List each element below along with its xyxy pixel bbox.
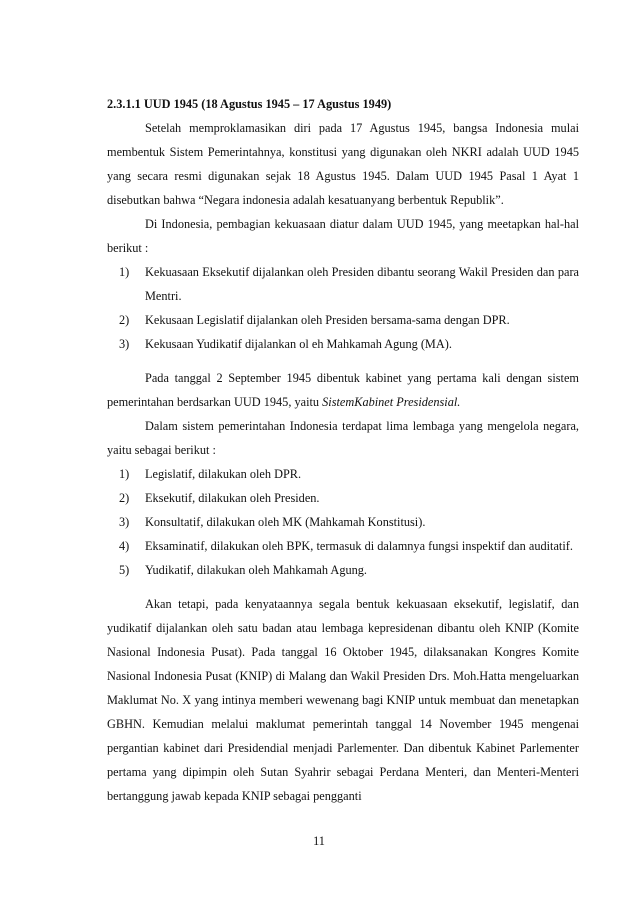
paragraph-first-cabinet-text: Pada tanggal 2 September 1945 dibentuk kabinet yang pertama kali dengan sistem pemerintahan berdsarkan UUD 1945, yaitu <box>107 371 579 409</box>
list-number: 2) <box>119 491 130 505</box>
list-number: 1) <box>119 467 130 481</box>
list-item <box>107 260 579 308</box>
paragraph-knip: Akan tetapi, pada kenyataannya segala bentuk kekuasaan eksekutif, legislatif, dan yudikatif dijalankan oleh satu badan atau lembaga kepresidenan dibantu oleh KNIP (Komite Nasional Indonesia Pusat). Pada tanggal 16 Oktober 1945, dilaksanakan Kongres Komite Nasional Indonesia Pusat (KNIP) di Malang dan Wakil Presiden Drs. Moh.Hatta mengeluarkan Maklumat No. X yang intinya memberi wewenang bagi KNIP untuk membuat dan menetapkan GBHN. Kemudian melalui maklumat pemerintah tanggal 14 November 1945 mengenai pergantian kabinet dari Presidendial menjadi Parlementer. Dan dibentuk Kabinet Parlementer pertama yang dipimpin oleh Sutan Syahrir sebagai Perdana Menteri, dan Menteri-Menteri bertanggung jawab kepada KNIP sebagai pengganti <box>107 597 579 803</box>
institutions-list <box>107 462 579 582</box>
presidential-cabinet-term: SistemKabinet Presidensial. <box>322 395 461 409</box>
list-item-text: Kekusaan Yudikatif dijalankan ol eh Mahkamah Agung (MA). <box>145 337 452 351</box>
page-number: 11 <box>313 834 325 848</box>
paragraph-first-cabinet <box>107 366 579 414</box>
list-item-text: Kekusaan Legislatif dijalankan oleh Presiden bersama-sama dengan DPR. <box>145 313 510 327</box>
list-item <box>107 486 579 510</box>
list-number: 5) <box>119 563 130 577</box>
list-number: 3) <box>119 515 130 529</box>
list-item <box>107 534 579 558</box>
list-number: 1) <box>119 265 130 279</box>
list-item <box>107 510 579 534</box>
list-item <box>107 462 579 486</box>
list-number: 3) <box>119 337 130 351</box>
list-item <box>107 558 579 582</box>
page-content <box>107 92 579 808</box>
list-item-text: Kekuasaan Eksekutif dijalankan oleh Presiden dibantu seorang Wakil Presiden dan para Mentri. <box>145 265 579 303</box>
power-division-list <box>107 260 579 356</box>
list-item-text: Eksekutif, dilakukan oleh Presiden. <box>145 491 320 505</box>
list-number: 4) <box>119 539 130 553</box>
list-number: 2) <box>119 313 130 327</box>
list-item-text: Legislatif, dilakukan oleh DPR. <box>145 467 302 481</box>
paragraph-five-institutions: Dalam sistem pemerintahan Indonesia terdapat lima lembaga yang mengelola negara, yaitu sebagai berikut : <box>107 419 579 457</box>
list-item-text: Eksaminatif, dilakukan oleh BPK, termasuk di dalamnya fungsi inspektif dan auditatif. <box>145 539 573 553</box>
paragraph-proclamation: Setelah memproklamasikan diri pada 17 Agustus 1945, bangsa Indonesia mulai membentuk Sistem Pemerintahnya, konstitusi yang digunakan oleh NKRI adalah UUD 1945 yang secara resmi digunakan sejak 18 Agustus 1945. Dalam UUD 1945 Pasal 1 Ayat 1 disebutkan bahwa “Negara indonesia adalah kesatuanyang berbentuk Republik”. <box>107 121 579 207</box>
list-item <box>107 308 579 332</box>
list-item-text: Yudikatif, dilakukan oleh Mahkamah Agung. <box>145 563 367 577</box>
list-item <box>107 332 579 356</box>
list-item-text: Konsultatif, dilakukan oleh MK (Mahkamah Konstitusi). <box>145 515 426 529</box>
paragraph-power-division: Di Indonesia, pembagian kekuasaan diatur dalam UUD 1945, yang meetapkan hal-hal berikut : <box>107 217 579 255</box>
section-heading: 2.3.1.1 UUD 1945 (18 Agustus 1945 – 17 Agustus 1949) <box>107 97 392 111</box>
